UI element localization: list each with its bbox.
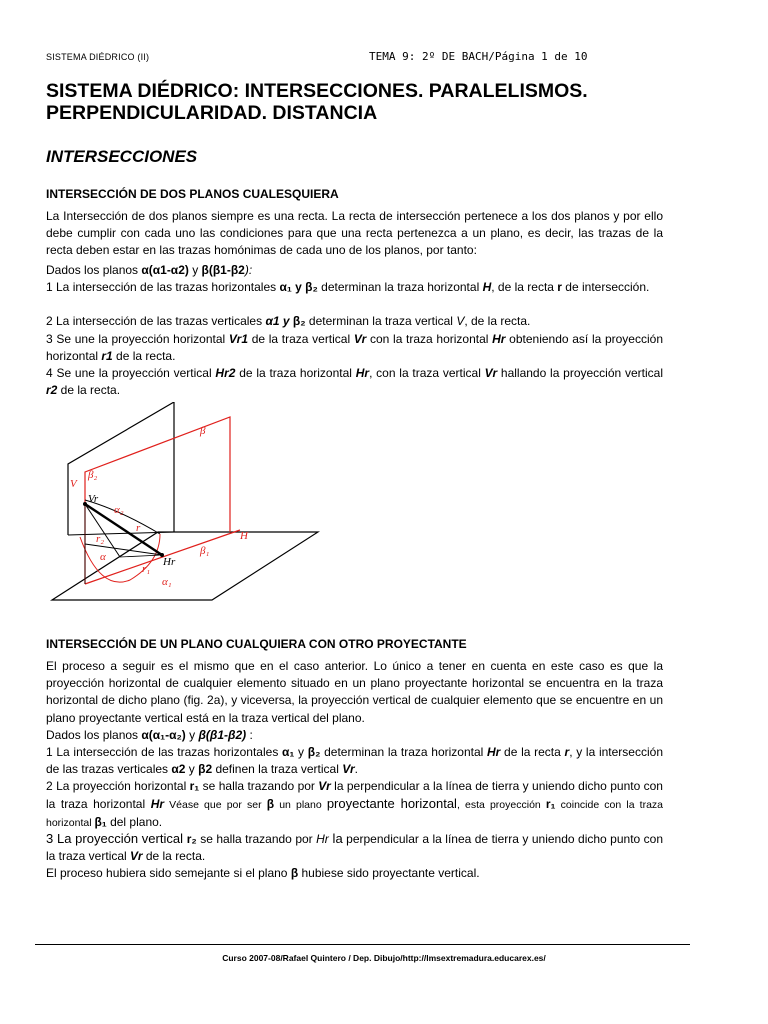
subsection-heading-2: INTERSECCIÓN DE UN PLANO CUALQUIERA CON OTRO PROYECTANTE [46,637,467,651]
label-beta2: β₂ [88,469,98,481]
line-r1 [85,544,162,555]
footer-rule [35,944,690,945]
document-title [46,80,726,124]
page-footer: Curso 2007-08/Rafael Quintero / Dep. Dibujo/http://lmsextremadura.educarex.es/ [222,953,546,963]
point-vr [83,502,87,506]
label-alpha1: α₁ [162,576,172,588]
label-beta: β [200,425,206,437]
page-header [46,50,696,66]
label-alpha: α [100,551,106,563]
intersection-figure [50,402,320,607]
subsection-2-given: Dados los planos α(α₁-α₂) y β(β1-β2) : [46,728,253,742]
section-title: INTERSECCIONES [46,147,198,166]
subsection-2-step-2: 2 La proyección horizontal r₁ se halla trazando por Vr la perpendicular a la línea de tierra y uniendo dicho punto con la traza horizontal Hr Véase que por ser β un plano proyectante horizontal, esta proyección r₁ coincide con la traza horizontal β₁ del plano. [46,779,664,830]
label-beta1: β₁ [200,545,210,557]
subsection-2-intro: El proceso a seguir es el mismo que en el caso anterior. Lo único a tener en cuenta en este caso es que la proyección horizontal de cualquier elemento situado en un plano proyectante horizontal se encuentra en la traza horizontal de dicho plano (fig. 2a), y viceversa, la proyección vertical de cualquier elemento que se encuentre en un plano proyectante vertical está en la traza vertical del plano. [46,659,663,725]
title-line-1: SISTEMA DIÉDRICO: INTERSECCIONES. PARALELISMOS. [46,80,588,102]
subsection-1-intro: La Intersección de dos planos siempre es una recta. La recta de intersección pertenece a los dos planos y por ello debe cumplir con cada uno las condiciones para que una recta pertenezca a un plano, es decir, las trazas de la recta deben estar en las trazas homónimas de cada uno de los planos, por tanto: [46,209,663,258]
subsection-1-given: Dados los planos α(α1-α2) y β(β1-β2): [46,263,253,277]
label-vr: Vr [88,493,99,505]
projector-hr [120,555,162,557]
header-right: TEMA 9: 2º DE BACH/Página 1 de 10 [369,50,588,63]
label-r1: r₁ [142,563,151,575]
subsection-2-step-1: 1 La intersección de las trazas horizontales α₁ y β₂ determinan la traza horizontal Hr de la recta r, y la intersección de las trazas verticales α2 y β2 definen la traza vertical Vr. [46,745,663,777]
subsection-2-closing: El proceso hubiera sido semejante si el plano β hubiese sido proyectante vertical. [46,866,480,880]
horizontal-plane [52,532,318,600]
label-v: V [70,478,77,490]
header-left: SISTEMA DIÉDRICO (II) [46,52,150,62]
subsection-1-step-3: 3 Se une la proyección horizontal Vr1 de la traza vertical Vr con la traza horizontal Hr obteniendo así la proyección horizontal r1 de la recta. [46,332,663,364]
label-h: H [240,530,248,542]
subsection-1-step-2: 2 La intersección de las trazas verticales α1 y β₂ determinan la traza vertical V, de la recta. [46,314,531,328]
label-r2: r₂ [96,533,105,545]
subsection-2-step-3: 3 La proyección vertical r₂ se halla trazando por Hr la perpendicular a la línea de tierra y uniendo dicho punto con la traza vertical Vr de la recta. [46,831,664,864]
title-line-2: PERPENDICULARIDAD. DISTANCIA [46,102,378,124]
subsection-1-step-1: 1 La intersección de las trazas horizontales α₁ y β₂ determinan la traza horizontal H, de la recta r de intersección. [46,280,650,294]
subsection-1-step-4: 4 Se une la proyección vertical Hr2 de la traza horizontal Hr, con la traza vertical Vr hallando la proyección vertical r2 de la recta. [46,366,663,398]
subsection-heading-1: INTERSECCIÓN DE DOS PLANOS CUALESQUIERA [46,187,339,201]
label-hr: Hr [163,556,176,568]
label-r: r [136,522,141,534]
label-alpha2: α₂ [114,504,124,516]
